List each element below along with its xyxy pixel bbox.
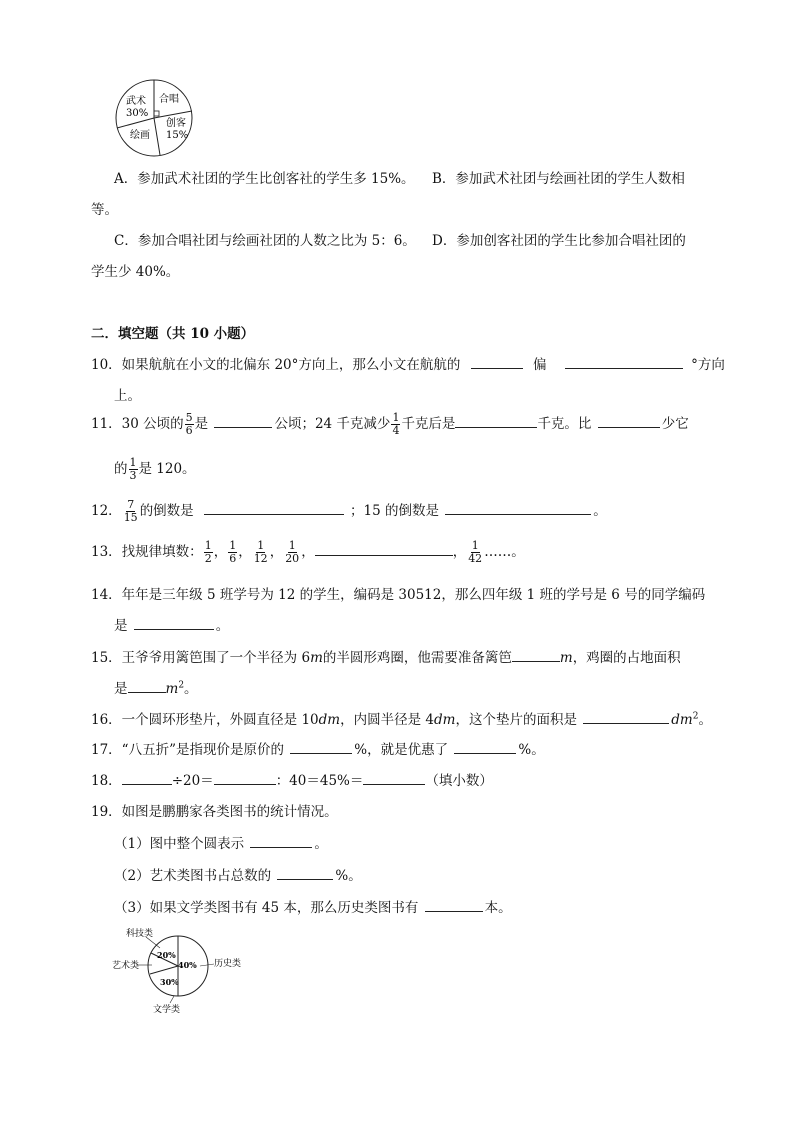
q19-blank-1[interactable] (250, 833, 312, 848)
q13-fraction: $\frac{1}{20}$ (285, 539, 300, 565)
q18-blank-2[interactable] (214, 770, 276, 785)
q11-blank-3[interactable] (598, 413, 660, 428)
option-d-cont: 学生少 40%。 (91, 264, 180, 280)
q11-blank-1[interactable] (214, 413, 272, 428)
q19-sub-1: （1）图中整个圆表示 。 (114, 832, 328, 852)
question-16: 16．一个圆环形垫片，外圆直径是 10dm，内圆半径是 4dm，这个垫片的面积是 $dm^2$。 (91, 708, 712, 728)
q14-blank[interactable] (134, 615, 214, 630)
q15-blank-2[interactable] (128, 678, 166, 693)
q13-blank[interactable] (315, 541, 453, 556)
q11-fraction-2: $\frac{1}{4}$ (392, 411, 400, 437)
q10-cont: 上。 (114, 388, 141, 404)
club-pie-chart (114, 78, 196, 160)
book-pie-chart (108, 926, 248, 1014)
q12-blank-1[interactable] (204, 500, 344, 515)
question-12: 12． $\frac{7}{15}$ 的倒数是 ；15 的倒数是 。 (91, 498, 607, 524)
q13-fraction: $\frac{1}{2}$ (204, 539, 212, 565)
q18-blank-3[interactable] (363, 770, 425, 785)
q10-text: 10．如果航航在小文的北偏东 20°方向上，那么小文在航航的 (91, 357, 461, 373)
option-d[interactable]: D．参加创客社团的学生比参加合唱社团的 (432, 233, 686, 249)
question-11 (91, 412, 689, 437)
pie2-value-label: 30% (160, 977, 179, 987)
q15-blank-1[interactable] (512, 647, 560, 662)
pie2-value-label: 20% (157, 950, 176, 960)
q11-text-e: 千克。比 (537, 416, 592, 432)
pie2-label-wenxue: 文学类 (153, 1005, 181, 1014)
q17-blank-1[interactable] (290, 739, 352, 754)
question-19: 19．如图是鹏鹏家各类图书的统计情况。 (91, 804, 338, 820)
q11-text-c: 公顷；24 千克减少 (274, 416, 391, 432)
question-10 (91, 353, 725, 373)
q10-text-b: 偏 (533, 357, 547, 373)
q14-cont: 是 。 (114, 614, 229, 634)
question-13: 13．找规律填数： $\frac{1}{2}$ ， $\frac{1}{6}$ ， $\frac{1}{12}$ ， $\frac{1}{20}$ ， ， $\frac{1}{42}$ ……。 (91, 539, 525, 565)
question-18: 18． ÷20＝ ：40＝45%＝ （填小数） (91, 769, 493, 789)
q11-text-d: 千克后是 (401, 416, 456, 432)
q13-fraction-last: $\frac{1}{42}$ (468, 539, 483, 565)
option-b[interactable]: B．参加武术社团与绘画社团的学生人数相 (432, 171, 685, 187)
option-c[interactable]: C．参加合唱社团与绘画社团的人数之比为 5：6。 (114, 233, 416, 249)
q13-fraction: $\frac{1}{12}$ (253, 539, 268, 565)
q11-cont: 的 $\frac{1}{3}$ 是 120。 (114, 456, 196, 482)
pie1-divider (154, 118, 160, 155)
question-14: 14．年年是三年级 5 班学号为 12 的学生，编码是 30512，那么四年级 1 班的学号是 6 号的同学编码 (91, 587, 706, 603)
q19-sub-3: （3）如果文学类图书有 45 本，那么历史类图书有 本。 (114, 896, 512, 916)
pie1-label-wushu-pct: 30% (126, 108, 149, 119)
option-a[interactable]: A．参加武术社团的学生比创客社的学生多 15%。 (114, 171, 415, 187)
pie1-label-huihua: 绘画 (130, 130, 150, 141)
q19-sub-2: （2）艺术类图书占总数的 %。 (114, 864, 362, 884)
q19-blank-3[interactable] (425, 897, 483, 912)
q18-blank-1[interactable] (122, 770, 172, 785)
q12-fraction: $\frac{7}{15}$ (123, 498, 138, 524)
pie2-label-lishi: 历史类 (214, 959, 242, 969)
pie1-divider (117, 118, 154, 128)
pie1-label-chuangke-pct: 15% (166, 130, 189, 141)
q10-text-c: °方向 (691, 357, 725, 373)
pie1-label-wushu: 武术 (126, 96, 146, 107)
q11-text-f: 少它 (661, 416, 689, 432)
pie2-divider (150, 966, 178, 974)
pie2-value-label: 40% (178, 960, 197, 970)
pie2-label-keji: 科技类 (126, 929, 154, 939)
q11-fraction-3: $\frac{1}{3}$ (129, 456, 137, 482)
q11-fraction-1: $\frac{5}{6}$ (185, 411, 193, 437)
q16-blank[interactable] (583, 709, 669, 724)
question-17: 17．“八五折”是指现价是原价的 %，就是优惠了 %。 (91, 738, 545, 758)
q12-blank-2[interactable] (445, 500, 591, 515)
q10-blank-2[interactable] (565, 354, 683, 369)
q11-blank-2[interactable] (455, 413, 537, 428)
question-15: 15．王爷爷用篱笆围了一个半径为 6m的半圆形鸡圈，他需要准备篱笆 m，鸡圈的占地面积 (91, 646, 681, 666)
pie1-label-hechang: 合唱 (159, 94, 179, 105)
q10-blank-1[interactable] (471, 354, 523, 369)
section-title: 二．填空题（共 10 小题） (91, 326, 255, 342)
q11-text: 11．30 公顷的 (91, 416, 184, 432)
option-b-cont: 等。 (91, 202, 118, 218)
pie2-label-yishu: 艺术类 (112, 961, 140, 971)
pie1-divider (154, 111, 192, 118)
q15-cont: 是 $m^2$。 (114, 677, 198, 697)
q17-blank-2[interactable] (454, 739, 516, 754)
q13-fraction: $\frac{1}{6}$ (229, 539, 237, 565)
pie1-label-chuangke: 创客 (166, 118, 186, 129)
q19-blank-2[interactable] (277, 865, 333, 880)
q11-text-b: 是 (194, 416, 209, 432)
